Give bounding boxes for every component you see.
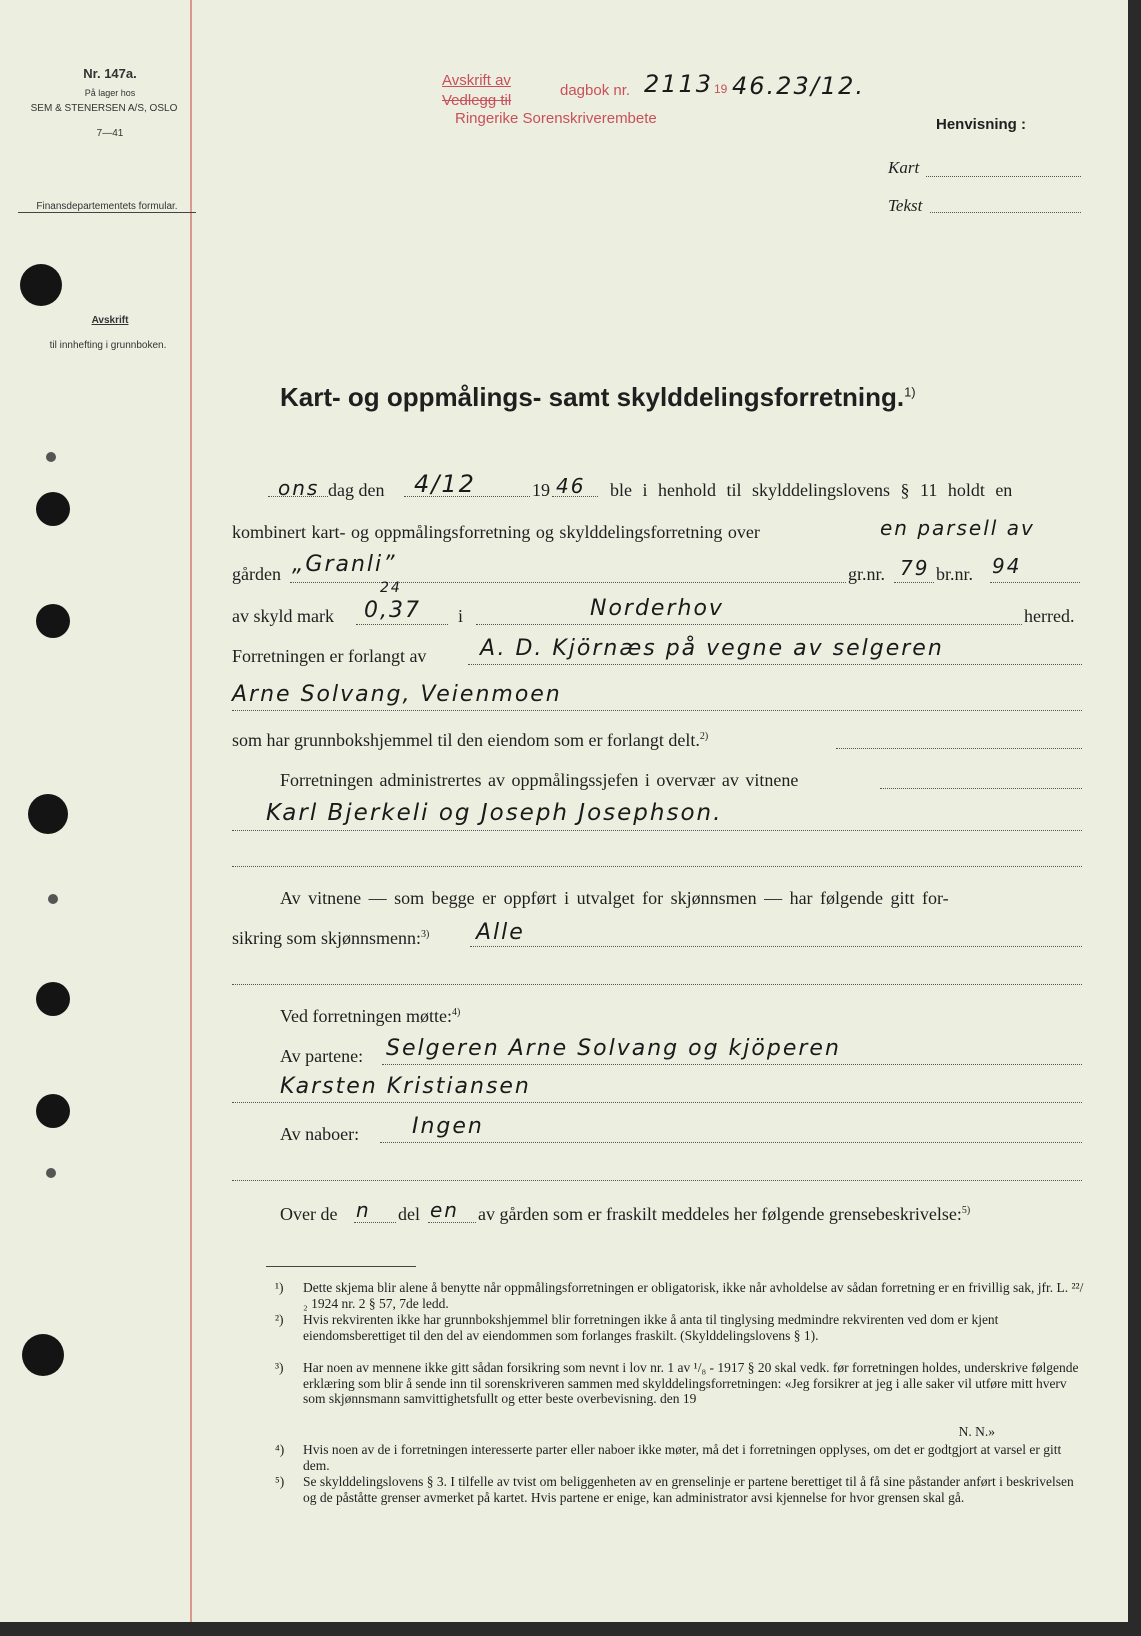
herred-label: herred.	[1024, 606, 1075, 626]
form-number: Nr. 147a.	[83, 66, 137, 81]
footnote-text: Dette skjema blir alene å benytte når oppmålingsforretningen er obligatorisk, ikke når avholdelse av sådan forretning er en frivillig sak, jfr. L. ²²/₂ 1924 nr. 2 § 57, 7de ledd.	[303, 1280, 1084, 1311]
herred-field	[476, 624, 1022, 625]
brnr-field	[990, 582, 1080, 583]
footnote-number: ⁴)	[275, 1442, 285, 1457]
admin-text: Forretningen administrertes av oppmålingssjefen i overvær av vitnene	[280, 770, 799, 790]
skyld-label: av skyld mark	[232, 606, 334, 626]
stamp-attachment: Vedlegg til	[442, 92, 512, 109]
copy-label: Avskrift	[91, 315, 129, 326]
present-footnote-ref: 4)	[451, 1007, 461, 1018]
grnr-label: gr.nr.	[848, 564, 886, 584]
title-holder-field	[836, 748, 1082, 749]
boundary-line: av gården som er fraskilt meddeles her følgende grensebeskrivelse:	[478, 1204, 962, 1224]
witnesses-field-2	[232, 866, 1082, 867]
stamp-copy-of: Avskrift av	[442, 72, 511, 89]
footnote-4	[275, 1442, 1085, 1473]
in-label: i	[458, 606, 464, 626]
footnote-number: ²)	[275, 1312, 284, 1327]
held-text: ble i henhold til skylddelingslovens § 11 holdt en	[610, 480, 1013, 500]
parcel-value: en parsell av	[880, 516, 1035, 540]
parties-label: Av partene:	[280, 1046, 364, 1066]
journal-date: 46.23/12.	[732, 72, 865, 100]
title-holder-footnote-ref: 2)	[699, 731, 709, 742]
printer-date: 7—41	[96, 128, 124, 139]
requested-value: A. D. Kjörnæs på vegne av selgeren	[480, 636, 944, 661]
punch-hole	[22, 1334, 64, 1376]
assurance-line-2: sikring som skjønnsmenn:	[232, 928, 422, 948]
skyld-value: 0,37	[364, 598, 421, 623]
skyld-field	[356, 624, 448, 625]
witnesses-field	[232, 830, 1082, 831]
footnote-number: ³)	[275, 1360, 284, 1375]
day-value: ons	[278, 476, 320, 500]
footnote-2	[275, 1312, 1085, 1343]
year-prefix: 19	[532, 480, 550, 500]
footnote-signature: N. N.»	[958, 1424, 995, 1439]
footnote-5	[275, 1474, 1085, 1505]
grnr-field	[894, 582, 934, 583]
date-value: 4/12	[414, 470, 476, 498]
neighbors-value: Ingen	[412, 1114, 484, 1139]
punch-hole	[36, 982, 70, 1016]
assurance-text: Av vitnene — som begge er oppført i utvalget for skjønnsmen — har følgende gitt for-	[280, 888, 949, 908]
assurance-value: Alle	[476, 920, 525, 945]
punch-hole	[20, 264, 62, 306]
printer-line2: SEM & STENERSEN A/S, OSLO	[30, 103, 178, 114]
farm-field	[290, 582, 846, 583]
present-line: Ved forretningen møtte:	[280, 1006, 452, 1026]
dag-den-label: dag den	[328, 480, 385, 500]
witnesses-value: Karl Bjerkeli og Joseph Josephson.	[266, 800, 723, 826]
brnr-value: 94	[992, 554, 1022, 578]
footnote-1	[275, 1280, 1085, 1311]
reference-map-field	[926, 176, 1081, 177]
neighbors-field	[380, 1142, 1082, 1143]
assurance-field-2	[232, 984, 1082, 985]
punch-mark	[46, 1168, 56, 1178]
stamp-year-prefix: 19	[714, 82, 728, 96]
ministry-label: Finansdepartementets formular.	[18, 201, 196, 213]
reference-text-label: Tekst	[888, 196, 923, 215]
present-text	[280, 1006, 460, 1027]
footnote-text: Se skylddelingslovens § 3. I tilfelle av tvist om beliggenheten av en grenselinje er partene berettiget til å få sine påstander anført i beskrivelsen og de påståtte grenser avmerket på kartet. Hvis partene er enige, kan administrator avsi kjennelse for hvor grensen skal gå.	[303, 1474, 1074, 1505]
requested-label: Forretningen er forlangt av	[232, 646, 427, 666]
farm-value: „Granli”	[292, 552, 397, 577]
skyld-ore-value: 24	[380, 580, 402, 596]
assurance-field	[470, 946, 1082, 947]
footnote-separator	[266, 1266, 416, 1267]
title-holder-text	[232, 730, 708, 751]
boundary-text	[478, 1204, 970, 1225]
del-value: en	[430, 1198, 459, 1222]
combined-text: kombinert kart- og oppmålingsforretning og skylddelingsforretning over	[232, 522, 760, 542]
copy-sublabel: til innhefting i grunnboken.	[49, 340, 167, 351]
title-footnote-ref: 1)	[904, 384, 916, 400]
neighbors-field-2	[232, 1180, 1082, 1181]
punch-hole	[36, 492, 70, 526]
margin-rule	[190, 0, 192, 1622]
del-label: del	[398, 1204, 420, 1224]
parties-value: Selgeren Arne Solvang og kjöperen	[386, 1036, 841, 1061]
del-field	[428, 1222, 476, 1223]
assurance-footnote-ref: 3)	[421, 929, 430, 940]
footnote-3	[275, 1360, 1085, 1407]
boundary-footnote-ref: 5)	[961, 1205, 971, 1216]
year-value: 46	[556, 474, 586, 498]
punch-hole	[36, 1094, 70, 1128]
journal-number: 2113	[644, 70, 714, 98]
footnote-number: ⁵)	[275, 1474, 285, 1489]
admin-field	[880, 788, 1082, 789]
page-title-text: Kart- og oppmålings- samt skylddelingsforretning.	[280, 382, 905, 412]
parties-field-2	[232, 1102, 1082, 1103]
neighbors-label: Av naboer:	[280, 1124, 360, 1144]
footnote-text: Hvis rekvirenten ikke har grunnbokshjemmel blir forretningen ikke å anta til tinglysing medmindre rekvirenten ved dom er kjent eiendomsberettiget til den del av eiendommen som forlanges fraskilt. (Skylddelingslovens § 1).	[303, 1312, 999, 1343]
requested-field-2	[232, 710, 1082, 711]
reference-map-label: Kart	[888, 158, 920, 177]
punch-hole	[28, 794, 68, 834]
footnote-number: ¹)	[275, 1280, 284, 1295]
grnr-value: 79	[900, 556, 930, 580]
over-value: n	[356, 1198, 371, 1222]
punch-mark	[48, 894, 58, 904]
stamp-journal: dagbok nr.	[560, 82, 631, 99]
farm-label: gården	[232, 564, 281, 584]
page-title	[280, 382, 916, 413]
footnote-3-signature	[275, 1424, 995, 1440]
reference-text-field	[930, 212, 1081, 213]
printer-line1: På lager hos	[84, 88, 136, 98]
over-label: Over de	[280, 1204, 338, 1224]
punch-mark	[46, 452, 56, 462]
title-holder-line: som har grunnbokshjemmel til den eiendom som er forlangt delt.	[232, 730, 700, 750]
footnote-text: Har noen av mennene ikke gitt sådan forsikring som nevnt i lov nr. 1 av ¹/₈ - 1917 § 20 skal vedk. før forretningen holdes, underskrive følgende erklæring som blir å sende inn til sorenskriveren sammen med skylddelingsforretningen: «Jeg forsikrer at jeg i alle saker vil utføre mitt hverv som skjønnsmann samvittighetsfullt og etter beste overbevisning. den 19	[303, 1360, 1079, 1406]
requested-field	[468, 664, 1082, 665]
over-field	[354, 1222, 396, 1223]
reference-title: Henvisning :	[936, 116, 1027, 133]
punch-hole	[36, 604, 70, 638]
herred-value: Norderhov	[590, 596, 724, 621]
parties-field	[382, 1064, 1082, 1065]
stamp-court: Ringerike Sorenskriverembete	[455, 110, 657, 127]
parties-value-2: Karsten Kristiansen	[280, 1074, 531, 1099]
assurance-text-2	[232, 928, 429, 949]
brnr-label: br.nr.	[936, 564, 974, 584]
requested-value-2: Arne Solvang, Veienmoen	[232, 682, 562, 707]
footnote-text: Hvis noen av de i forretningen interesserte parter eller naboer ikke møter, må det i forretningen opplyses, om det er godtgjort at varsel er gitt dem.	[303, 1442, 1062, 1473]
